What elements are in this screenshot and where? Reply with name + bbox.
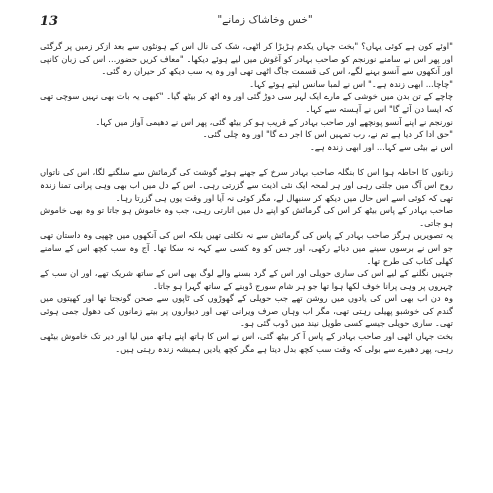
paragraph: "چاچا... ابھی زندہ ہے۔" اس نے لمبا سانس لیتے ہوئے کہا۔ [249, 78, 453, 89]
running-title: "خس وخاشاک زمانے" [217, 14, 313, 26]
paragraph: اس نے بیٹی سے کہا... اور ابھی زندہ ہے۔ [309, 141, 453, 152]
paragraph: جنہیں نگلنے کے لیے اس کی ساری حویلی اور اس کے گرد بسنے والے لوگ بھی اس کے ساتھ شریک تھے، اور ان سب کے چہروں پر وہی پرانا خوف لکھا ہوا تھا جو ہر شام سورج ڈوبنے کے ساتھ گہرا ہو جاتا۔ [40, 268, 453, 291]
paragraph: نورنجم نے اپنے آنسو پونچھے اور صاحب بہادر کے قریب ہو کر بیٹھ گئی، پھر اس نے دھیمی آواز میں کہا۔ [95, 116, 453, 127]
page-number: 13 [40, 14, 59, 29]
page-body [40, 40, 453, 485]
paragraph: چاچے کے تن بدن میں خوشی کے مارے ایک لہر سی دوڑ گئی اور وہ اٹھ کر بیٹھ گیا۔ "کبھی یہ بات بھی نہیں سوچی تھی کہ ایسا دن آئے گا" اس نے آہستہ سے کہا۔ [40, 91, 453, 114]
paragraph: "حق ادا کر دیا ہے تم نے، رب تمہیں اس کا اجر دے گا" اور وہ چلی گئی۔ [202, 129, 453, 140]
paragraph: "اوئے کون ہے کوئی یہاں؟ "بخت جہاں یکدم ہڑبڑا کر اٹھی، شک کی نال اس کے ہونٹوں سے بعد ازکر زمیں پر گرگئی اور پھر اس نے سامنے نورنجم کو صاحب بہادر کو آغوش میں لیے ہوئے دیکھا۔ "معاف کریں حضور... اس کی زبان کانپی اور آنکھوں سے آنسو بہنے لگے، اس کی قسمت جاگ اٹھی تھی اور وہ یہ سب دیکھ کر حیران رہ گئی۔ [40, 41, 453, 77]
page-header [40, 14, 453, 30]
paragraph: زنانوں کا احاطہ ہوا اس کا بنگلہ صاحب بہادر سرخ کے جھنے ہوئے گوشت کی گرمائش سے سلگنے لگا، اس کی ناتواں روح اس آگ میں جلتی رہی اور ہر لمحہ ایک نئی اذیت سے گزرتی رہی۔ اس کے دل میں اب بھی وہی پرانی تمنا زندہ تھی کہ کوئی اسے اس حال میں دیکھ کر سنبھال لے، مگر کوئی نہ آیا اور وقت یوں ہی گزرتا رہا۔ [40, 167, 453, 203]
paragraph: بخت جہاں اٹھی اور صاحب بہادر کے پاس آ کر بیٹھ گئی، اس نے اس کا ہاتھ اپنے ہاتھ میں لیا اور دیر تک خاموش بیٹھی رہی، پھر دھیرے سے بولی کہ وقت سب کچھ بدل دیتا ہے مگر کچھ یادیں ہمیشہ زندہ رہتی ہیں۔ [40, 331, 453, 354]
paragraph: صاحب بہادر کے پاس بیٹھ کر اس کی گرمائش کو اپنے دل میں اتارتی رہی، جب وہ خاموش ہو جاتا تو وہ بھی خاموش ہو جاتی۔ [40, 205, 453, 228]
paragraph: یہ تصویریں ہرگز صاحب بہادر کے پاس کی گرمائش سے نہ نکلتی تھیں بلکہ اس کی آنکھوں میں چھپی وہ داستان تھی جو اس نے برسوں سینے میں دبائے رکھی، اور جس کو وہ کسی سے کہہ نہ سکا تھا۔ آج وہ سب کچھ اس کے سامنے کھلی کتاب کی طرح تھا۔ [40, 230, 453, 266]
paragraph: وہ دن اب بھی اس کی یادوں میں روشن تھے جب حویلی کے گھوڑوں کی ٹاپوں سے صحن گونجتا تھا اور کھیتوں میں گندم کی خوشبو پھیلی رہتی تھی، مگر اب وہاں صرف ویرانی تھی اور دیواروں پر بیتے زمانوں کی دھول جمی ہوئی تھی۔ ساری حویلی جیسے کسی طویل نیند میں ڈوب گئی ہو۔ [40, 293, 453, 329]
